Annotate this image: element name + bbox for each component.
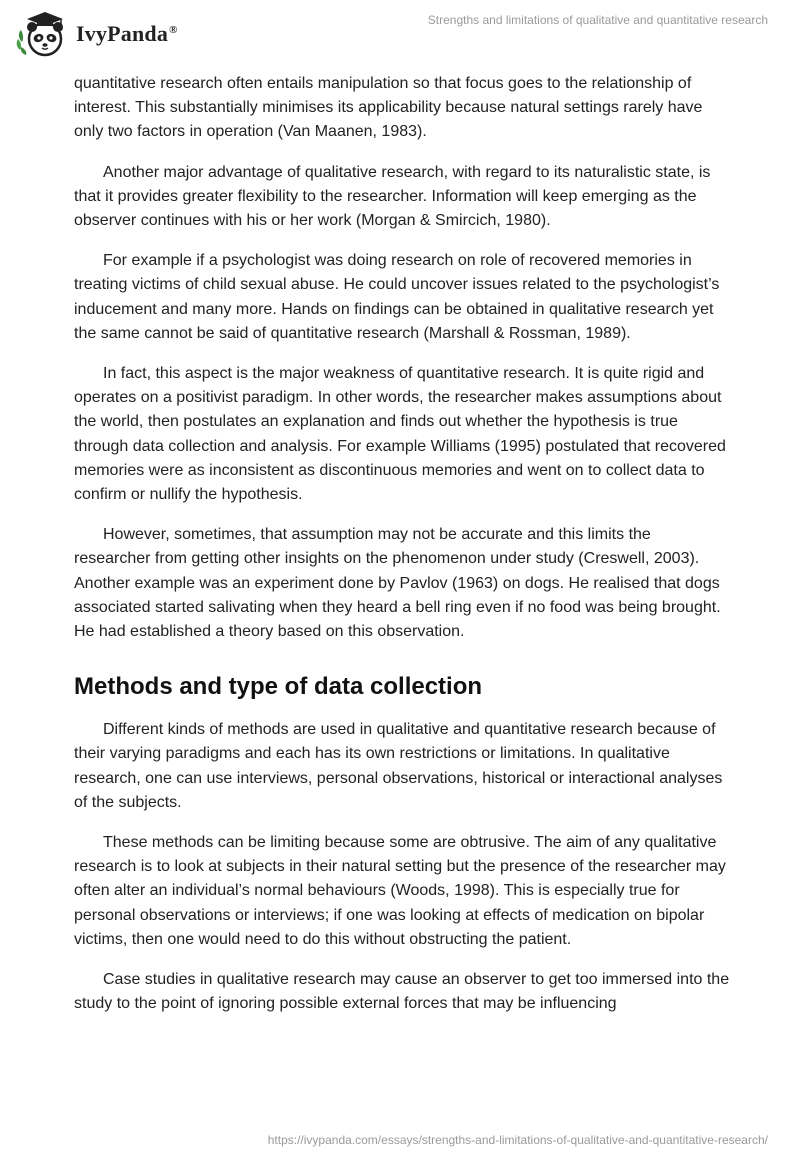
panda-graduate-icon [16,8,70,60]
brand-name: IvyPanda® [76,21,178,46]
section-heading: Methods and type of data collection [74,673,483,701]
paragraph: For example if a psychologist was doing research on role of recovered memories in treating victims of child sexual abuse. He could uncover issues related to the psychologist’s inducement and many more. Hands on findings can be obtained in qualitative research yet the same cannot be said of quantitative research (Marshall & Rossman, 1989). [74,252,720,342]
paragraph: These methods can be limiting because some are obtrusive. The aim of any qualitative research is to look at subjects in their natural setting but the presence of the researcher may often alter an individual’s normal behaviours (Woods, 1998). This is especially true for personal observations or interviews; if one was looking at effects of medication on bipolar victims, then one would need to do this without obstructing the patient. [74,834,726,948]
essay-body [74,72,730,1033]
paragraph: In fact, this aspect is the major weakness of quantitative research. It is quite rigid and operates on a positivist paradigm. In other words, the researcher makes assumptions about the world, then postulates an explanation and finds out whether the hypothesis is true through data collection and analysis. For example Williams (1995) postulated that recovered memories were as inconsistent as discontinuous memories and went on to collect data to confirm or nullify the hypothesis. [74,365,726,504]
paragraph: However, sometimes, that assumption may not be accurate and this limits the researcher from getting other insights on the phenomenon under study (Creswell, 2003). Another example was an experiment done by Pavlov (1963) on dogs. He realised that dogs associated started salivating when they heard a bell ring even if no food was being brought. He had established a theory based on this observation. [74,526,721,641]
paragraph: Different kinds of methods are used in qualitative and quantitative research because of their varying paradigms and each has its own restrictions or limitations. In qualitative research, one can use interviews, personal observations, historical or interactional analyses of the subjects. [74,721,723,811]
document-title: Strengths and limitations of qualitative and quantitative research [427,13,768,27]
paragraph: quantitative research often entails manipulation so that focus goes to the relationship of interest. This substantially minimises its applicability because natural settings rarely have only two factors in operation (Van Maanen, 1983). [74,75,703,141]
source-url[interactable]: https://ivypanda.com/essays/strengths-and-limitations-of-qualitative-and-quantitative-research/ [267,1133,768,1147]
ivypanda-logo[interactable] [16,8,178,60]
paragraph: Another major advantage of qualitative research, with regard to its naturalistic state, is that it provides greater flexibility to the researcher. Information will keep emerging as the observer continues with his or her work (Morgan & Smircich, 1980). [74,163,711,230]
paragraph: Case studies in qualitative research may cause an observer to get too immersed into the study to the point of ignoring possible external forces that may be influencing [74,971,730,1013]
page-header [0,0,800,66]
